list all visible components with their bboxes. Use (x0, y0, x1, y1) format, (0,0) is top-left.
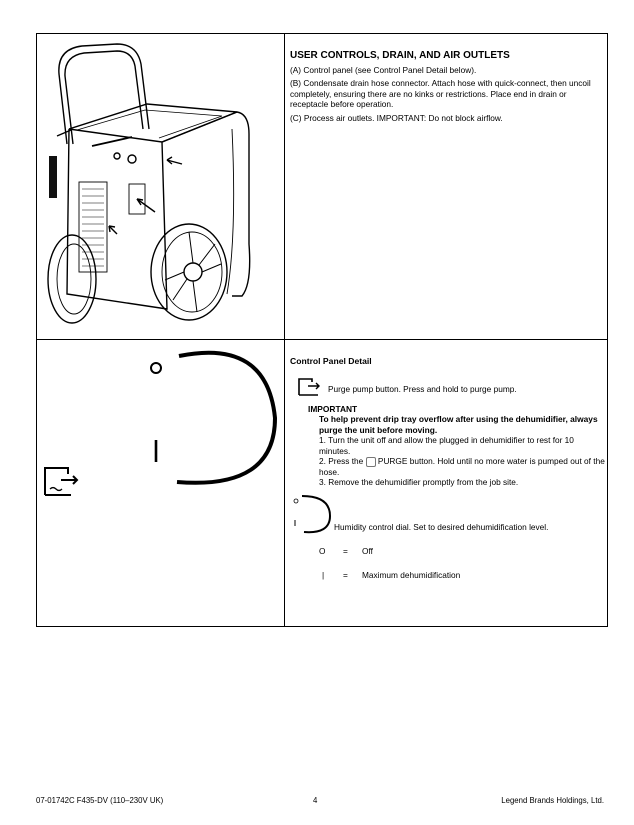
purge-pump-icon (45, 468, 77, 495)
step-3: 3. Remove the dehumidifier promptly from the job site. (319, 477, 519, 488)
outlets-section (290, 50, 602, 123)
legend-eq: = (343, 545, 348, 556)
purge-description: Purge pump button. Press and hold to purge pump. (328, 384, 517, 394)
legend-symbol-off: O (319, 545, 326, 556)
dial-description: Humidity control dial. Set to desired dehumidification level. (334, 521, 549, 532)
control-panel-section (290, 356, 605, 586)
outlets-item-a: (A) Control panel (see Control Panel Detail below). (290, 65, 477, 75)
dehumidifier-illustration (37, 34, 284, 339)
humidity-dial-icon (177, 353, 275, 483)
legend-symbol-max: | (322, 569, 325, 580)
outlets-item-b: (B) Condensate drain hose connector. Attach hose with quick-connect, then uncoil completely, ensuring there are no kinks or restrictions. Place end in drain or receptacle before operation. (290, 78, 591, 110)
control-panel-graphic (37, 340, 284, 505)
control-panel-title: Control Panel Detail (290, 356, 372, 366)
purge-inline-icon (366, 457, 376, 467)
legend-row-off (290, 546, 605, 568)
content-table (36, 33, 608, 627)
purge-button-icon (296, 374, 322, 398)
off-symbol-icon (151, 363, 161, 373)
column-divider (284, 34, 285, 626)
important-text: To help prevent drip tray overflow after using the dehumidifier, always purge the unit before moving. (319, 414, 598, 435)
footer-page-number: 4 (313, 796, 318, 805)
legend-eq: = (343, 569, 348, 580)
outlets-title: USER CONTROLS, DRAIN, AND AIR OUTLETS (290, 50, 510, 61)
footer-doc-id: 07-01742C F435-DV (110–230V UK) (36, 796, 164, 805)
outlets-item-c: (C) Process air outlets. IMPORTANT: Do not block airflow. (290, 112, 503, 123)
legend-meaning-off: Off (362, 545, 373, 556)
legend-meaning-max: Maximum dehumidification (362, 569, 461, 580)
footer-company: Legend Brands Holdings, Ltd. (501, 796, 604, 805)
important-label: IMPORTANT (308, 404, 358, 414)
dial-small-icon (290, 494, 332, 538)
step-1: 1. Turn the unit off and allow the plugged in dehumidifier to rest for 10 minutes. (319, 435, 574, 456)
step-2: 2. Press the PURGE button. Hold until no more water is pumped out of the hose. (319, 456, 605, 477)
legend-row-max (290, 570, 605, 586)
